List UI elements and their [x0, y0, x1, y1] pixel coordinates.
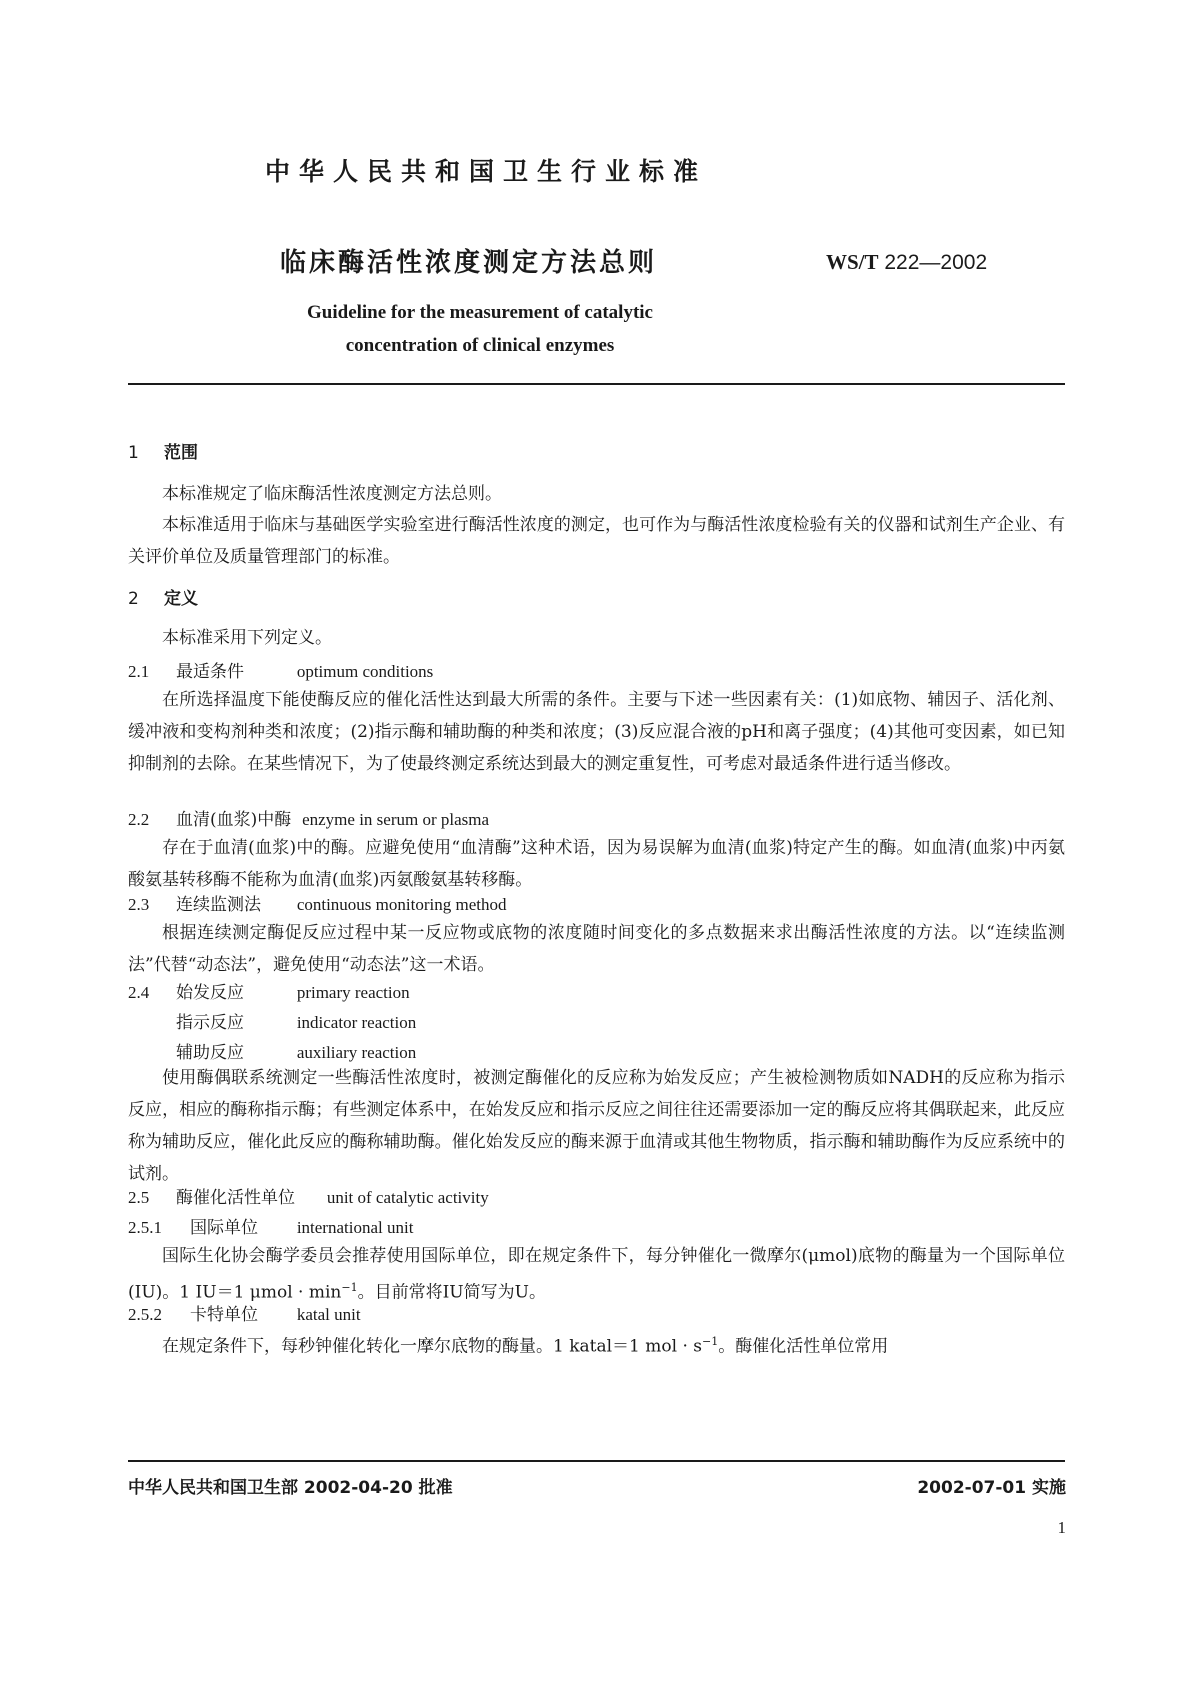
section-1-paragraph-2: 本标准适用于临床与基础医学实验室进行酶活性浓度的测定，也可作为与酶活性浓度检验有关的仪器和试剂生产企业、有关评价单位及质量管理部门的标准。	[128, 515, 1065, 567]
clause-2-2-text: 存在于血清(血浆)中的酶。应避免使用“血清酶”这种术语，因为易误解为血清(血浆)特定产生的酶。如血清(血浆)中丙氨酸氨基转移酶不能称为血清(血浆)丙氨酸氨基转移酶。	[128, 838, 1065, 890]
clause-term-en: katal unit	[296, 1305, 361, 1324]
document-title: 临床酶活性浓度测定方法总则	[280, 248, 658, 278]
footer-divider	[128, 1460, 1065, 1462]
standard-code-prefix: WS/T	[826, 250, 879, 274]
section-2-number: 2	[128, 589, 139, 609]
clause-2-5-2-text	[128, 1326, 1065, 1363]
implementation-line: 2002-07-01 实施	[917, 1478, 1066, 1498]
standard-code-number: 222—2002	[884, 251, 988, 274]
clause-number: 2.2	[128, 810, 150, 829]
clause-text-part: 国际生化协会酶学委员会推荐使用国际单位，即在规定条件下，每分钟催化一微摩尔(μmol)底物的酶量为一个国际单位(IU)。1 IU＝1 μmol · min	[128, 1246, 1065, 1303]
standard-code	[826, 250, 987, 275]
section-1-number: 1	[128, 443, 139, 463]
clause-term-en: unit of catalytic activity	[326, 1188, 489, 1207]
clause-term-en: auxiliary reaction	[296, 1043, 417, 1062]
approval-line: 中华人民共和国卫生部 2002-04-20 批准	[128, 1478, 453, 1498]
english-title-line-1: Guideline for the measurement of catalytic	[307, 302, 653, 323]
clause-2-4-term-2	[128, 1008, 416, 1033]
clause-term-zh: 血清(血浆)中酶	[176, 810, 292, 830]
clause-term-zh: 始发反应	[176, 983, 244, 1003]
clause-text-part: 。目前常将IU简写为U。	[357, 1282, 546, 1303]
clause-2-3-text: 根据连续测定酶促反应过程中某一反应物或底物的浓度随时间变化的多点数据来求出酶活性浓度的方法。以“连续监测法”代替“动态法”，避免使用“动态法”这一术语。	[128, 923, 1065, 975]
section-2-intro: 本标准采用下列定义。	[162, 628, 332, 648]
english-title-line-2: concentration of clinical enzymes	[345, 335, 615, 356]
clause-term-zh: 最适条件	[176, 662, 244, 682]
clause-term-zh: 连续监测法	[176, 895, 261, 915]
clause-number: 2.4	[128, 983, 150, 1002]
section-1-heading	[128, 438, 198, 463]
english-title	[240, 296, 720, 362]
clause-term-zh: 酶催化活性单位	[176, 1188, 295, 1208]
clause-term-en: international unit	[296, 1218, 414, 1237]
section-1-paragraph-1: 本标准规定了临床酶活性浓度测定方法总则。	[162, 484, 502, 504]
clause-term-en: enzyme in serum or plasma	[302, 810, 490, 829]
clause-2-5-1-heading	[128, 1213, 413, 1238]
clause-term-en: indicator reaction	[296, 1013, 417, 1032]
standard-type-header: 中华人民共和国卫生行业标准	[265, 157, 708, 186]
superscript: −1	[702, 1335, 719, 1348]
clause-2-4-term-3	[128, 1038, 416, 1063]
clause-term-zh: 国际单位	[190, 1218, 258, 1238]
clause-term-zh: 卡特单位	[190, 1305, 258, 1325]
section-2-heading	[128, 584, 198, 609]
clause-text-part: 。酶催化活性单位常用	[718, 1336, 889, 1357]
clause-number: 2.5.1	[128, 1218, 162, 1237]
section-2-title: 定义	[164, 589, 198, 609]
clause-2-4-heading	[128, 978, 410, 1003]
clause-text-part: 在规定条件下，每秒钟催化转化一摩尔底物的酶量。1 katal＝1 mol · s	[162, 1336, 703, 1357]
clause-2-1-heading	[128, 657, 433, 682]
page-number: 1	[1057, 1518, 1066, 1537]
superscript: −1	[341, 1281, 358, 1294]
clause-2-4-text: 使用酶偶联系统测定一些酶活性浓度时，被测定酶催化的反应称为始发反应；产生被检测物质如NADH的反应称为指示反应，相应的酶称指示酶；有些测定体系中，在始发反应和指示反应之间往往还需要添加一定的酶反应将其偶联起来，此反应称为辅助反应，催化此反应的酶称辅助酶。催化始发反应的酶来源于血清或其他生物物质，指示酶和辅助酶作为反应系统中的试剂。	[128, 1068, 1065, 1184]
clause-number: 2.5	[128, 1188, 150, 1207]
clause-term-en: primary reaction	[296, 983, 410, 1002]
section-1-title: 范围	[164, 443, 198, 463]
clause-term-en: continuous monitoring method	[296, 895, 507, 914]
clause-2-5-1-text	[128, 1240, 1065, 1309]
clause-number: 2.3	[128, 895, 150, 914]
clause-2-2-heading	[128, 805, 489, 830]
clause-number: 2.1	[128, 662, 150, 681]
clause-2-3-heading	[128, 890, 506, 915]
clause-term-zh: 辅助反应	[176, 1043, 244, 1063]
clause-term-en: optimum conditions	[296, 662, 434, 681]
clause-2-1-text: 在所选择温度下能使酶反应的催化活性达到最大所需的条件。主要与下述一些因素有关：(1)如底物、辅因子、活化剂、缓冲液和变构剂种类和浓度；(2)指示酶和辅助酶的种类和浓度；(3)反应混合液的pH和离子强度；(4)其他可变因素，如已知抑制剂的去除。在某些情况下，为了使最终测定系统达到最大的测定重复性，可考虑对最适条件进行适当修改。	[128, 690, 1065, 774]
clause-2-5-heading	[128, 1183, 489, 1208]
header-divider	[128, 383, 1065, 385]
clause-number: 2.5.2	[128, 1305, 162, 1324]
clause-term-zh: 指示反应	[176, 1013, 244, 1033]
clause-2-5-2-heading	[128, 1300, 361, 1325]
